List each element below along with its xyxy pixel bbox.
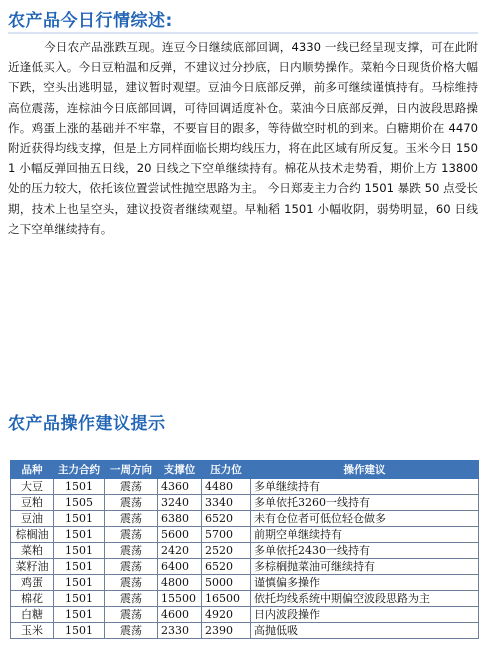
header-resistance: 压力位	[202, 461, 251, 479]
cell-support: 2330	[158, 623, 202, 639]
cell-support: 3240	[158, 495, 202, 511]
cell-name: 菜粕	[11, 543, 54, 559]
cell-advice: 谨慎偏多操作	[251, 575, 479, 591]
table-row	[11, 511, 479, 527]
table-row	[11, 575, 479, 591]
cell-main-contract: 1501	[54, 527, 105, 543]
operation-advice-table	[10, 460, 479, 639]
cell-resistance: 2520	[202, 543, 251, 559]
cell-resistance: 4480	[202, 479, 251, 495]
table-row	[11, 479, 479, 495]
table-row	[11, 559, 479, 575]
cell-resistance: 5000	[202, 575, 251, 591]
cell-name: 玉米	[11, 623, 54, 639]
cell-advice: 多单继续持有	[251, 479, 479, 495]
cell-resistance: 5700	[202, 527, 251, 543]
cell-main-contract: 1501	[54, 575, 105, 591]
cell-name: 棉花	[11, 591, 54, 607]
cell-main-contract: 1505	[54, 495, 105, 511]
cell-weekly-direction: 震荡	[105, 623, 158, 639]
cell-support: 6400	[158, 559, 202, 575]
cell-support: 4600	[158, 607, 202, 623]
cell-resistance: 6520	[202, 559, 251, 575]
table-row	[11, 527, 479, 543]
cell-advice: 多单依托2430一线持有	[251, 543, 479, 559]
header-weekly-direction: 一周方向	[105, 461, 158, 479]
table-row	[11, 543, 479, 559]
cell-main-contract: 1501	[54, 591, 105, 607]
cell-weekly-direction: 震荡	[105, 559, 158, 575]
cell-advice: 日内波段操作	[251, 607, 479, 623]
cell-name: 菜籽油	[11, 559, 54, 575]
market-summary-paragraph: 今日农产品涨跌互现。连豆今日继续底部回调，4330 一线已经呈现支撑，可在此附近逢低买入。今日豆粕温和反弹，不建议过分抄底，日内顺势操作。菜粕今日现货价格大幅下跌，空头出逃明显，建议暂时观望。豆油今日底部反弹，前多可继续谨慎持有。马棕维持高位震荡，连棕油今日底部回调，可待回调适度补仓。菜油今日底部反弹，日内波段思路操作。鸡蛋上涨的基础并不牢靠，不要盲目的跟多，等待做空时机的到来。白糖期价在 4470 附近获得均线支撑，但是上方同样面临长期均线压力，将在此区域有所反复。玉米今日 1501 小幅反弹回抽五日线，20 日线之下空单继续持有。棉花从技术走势看，期价上方 13800 处的压力较大，依托该位置尝试性抛空思路为主。 今日郑麦主力合约 1501 暴跌 50 点受长期，技术上也呈空头，建议投资者继续观望。早籼稻 1501 小幅收阴，弱势明显，60 日线之下空单继续持有。	[8, 40, 478, 236]
cell-advice: 未有仓位者可低位轻仓做多	[251, 511, 479, 527]
header-advice: 操作建议	[251, 461, 479, 479]
cell-advice: 依托均线系统中期偏空波段思路为主	[251, 591, 479, 607]
table-row	[11, 495, 479, 511]
cell-weekly-direction: 震荡	[105, 607, 158, 623]
cell-weekly-direction: 震荡	[105, 527, 158, 543]
cell-support: 15500	[158, 591, 202, 607]
cell-advice: 多棕榈抛菜油可继续持有	[251, 559, 479, 575]
cell-advice: 前期空单继续持有	[251, 527, 479, 543]
cell-weekly-direction: 震荡	[105, 575, 158, 591]
table-row	[11, 623, 479, 639]
cell-main-contract: 1501	[54, 543, 105, 559]
table-row	[11, 591, 479, 607]
cell-advice: 高抛低吸	[251, 623, 479, 639]
header-name: 品种	[11, 461, 54, 479]
cell-weekly-direction: 震荡	[105, 479, 158, 495]
cell-main-contract: 1501	[54, 607, 105, 623]
cell-name: 豆粕	[11, 495, 54, 511]
cell-support: 5600	[158, 527, 202, 543]
cell-weekly-direction: 震荡	[105, 495, 158, 511]
table-row	[11, 607, 479, 623]
cell-resistance: 16500	[202, 591, 251, 607]
header-support: 支撑位	[158, 461, 202, 479]
cell-weekly-direction: 震荡	[105, 543, 158, 559]
section-title-market-summary: 农产品今日行情综述:	[8, 11, 173, 31]
cell-main-contract: 1501	[54, 479, 105, 495]
cell-support: 4360	[158, 479, 202, 495]
cell-support: 6380	[158, 511, 202, 527]
section-title-operation-advice: 农产品操作建议提示	[8, 414, 166, 434]
title-underline	[8, 32, 478, 34]
cell-support: 4800	[158, 575, 202, 591]
cell-main-contract: 1501	[54, 559, 105, 575]
cell-main-contract: 1501	[54, 511, 105, 527]
cell-resistance: 4920	[202, 607, 251, 623]
cell-resistance: 2390	[202, 623, 251, 639]
table-header-row	[11, 461, 479, 479]
cell-resistance: 3340	[202, 495, 251, 511]
cell-support: 2420	[158, 543, 202, 559]
cell-name: 大豆	[11, 479, 54, 495]
cell-name: 白糖	[11, 607, 54, 623]
cell-name: 豆油	[11, 511, 54, 527]
header-main-contract: 主力合约	[54, 461, 105, 479]
cell-advice: 多单依托3260一线持有	[251, 495, 479, 511]
cell-name: 鸡蛋	[11, 575, 54, 591]
cell-weekly-direction: 震荡	[105, 511, 158, 527]
cell-main-contract: 1501	[54, 623, 105, 639]
cell-resistance: 6520	[202, 511, 251, 527]
cell-name: 棕榈油	[11, 527, 54, 543]
cell-weekly-direction: 震荡	[105, 591, 158, 607]
